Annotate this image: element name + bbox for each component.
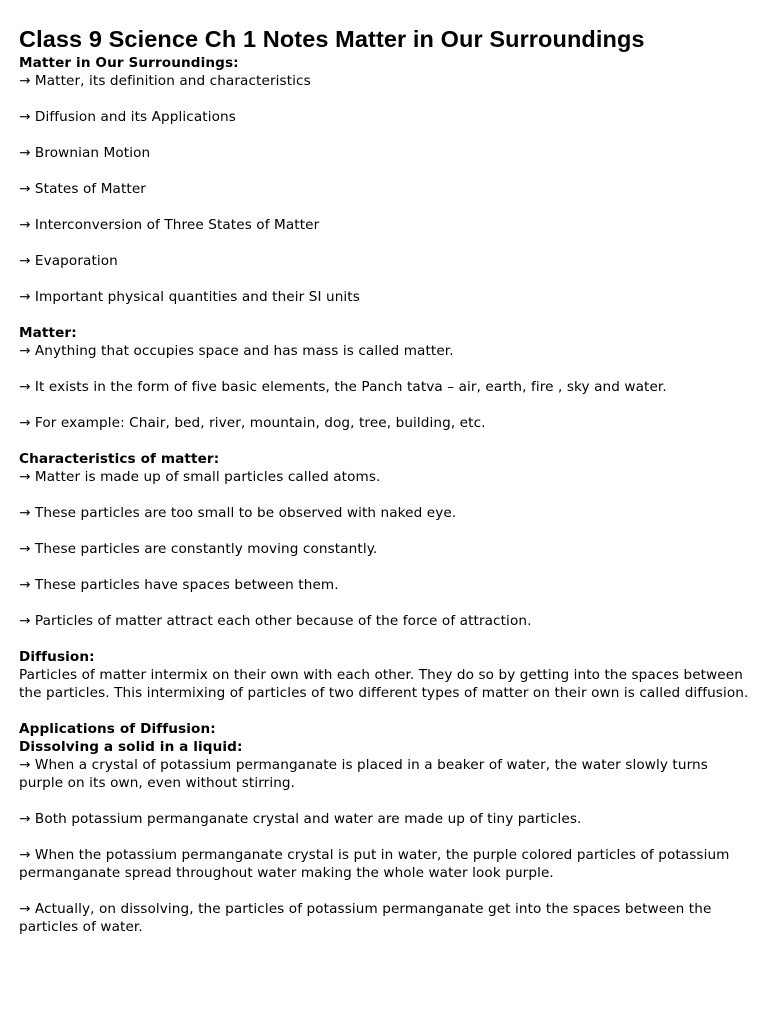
bullet-item: → Matter is made up of small particles called atoms.: [19, 469, 381, 485]
bullet-item: → Brownian Motion: [19, 145, 151, 161]
bullet-item: → These particles have spaces between them.: [19, 577, 339, 593]
section-heading: Applications of Diffusion:: [19, 721, 216, 737]
section-matter-in-our-surroundings: [19, 54, 749, 306]
bullet-item: → Both potassium permanganate crystal and water are made up of tiny particles.: [19, 811, 582, 827]
bullet-item: → Anything that occupies space and has mass is called matter.: [19, 343, 454, 359]
bullet-item: → Evaporation: [19, 253, 118, 269]
paragraph: Particles of matter intermix on their own with each other. They do so by getting into the spaces between the particles. This intermixing of particles of two different types of matter on their own is called diffusion.: [19, 667, 749, 701]
page-title: Class 9 Science Ch 1 Notes Matter in Our Surroundings: [19, 26, 645, 52]
bullet-item: → These particles are too small to be observed with naked eye.: [19, 505, 457, 521]
bullet-item: → Particles of matter attract each other because of the force of attraction.: [19, 613, 532, 629]
document-page: [19, 24, 749, 954]
bullet-item: → Matter, its definition and characteristics: [19, 73, 311, 89]
section-applications-of-diffusion: [19, 720, 749, 936]
section-heading: Diffusion:: [19, 649, 95, 665]
section-heading: Characteristics of matter:: [19, 451, 220, 467]
bullet-item: → When the potassium permanganate crystal is put in water, the purple colored particles of potassium permanganate spread throughout water making the whole water look purple.: [19, 847, 730, 881]
bullet-item: → Diffusion and its Applications: [19, 109, 236, 125]
bullet-item: → These particles are constantly moving constantly.: [19, 541, 378, 557]
section-matter: [19, 324, 749, 432]
section-subheading: Dissolving a solid in a liquid:: [19, 739, 243, 755]
section-heading: Matter in Our Surroundings:: [19, 55, 239, 71]
bullet-item: → Actually, on dissolving, the particles of potassium permanganate get into the spaces between the particles of water.: [19, 901, 712, 935]
section-heading: Matter:: [19, 325, 77, 341]
bullet-item: → Important physical quantities and their SI units: [19, 289, 360, 305]
bullet-item: → When a crystal of potassium permanganate is placed in a beaker of water, the water slowly turns purple on its own, even without stirring.: [19, 757, 708, 791]
document-body: [19, 54, 749, 936]
bullet-item: → For example: Chair, bed, river, mountain, dog, tree, building, etc.: [19, 415, 486, 431]
section-diffusion: [19, 648, 749, 702]
section-characteristics-of-matter: [19, 450, 749, 630]
bullet-item: → States of Matter: [19, 181, 146, 197]
bullet-item: → It exists in the form of five basic elements, the Panch tatva – air, earth, fire , sky and water.: [19, 379, 667, 395]
bullet-item: → Interconversion of Three States of Matter: [19, 217, 320, 233]
